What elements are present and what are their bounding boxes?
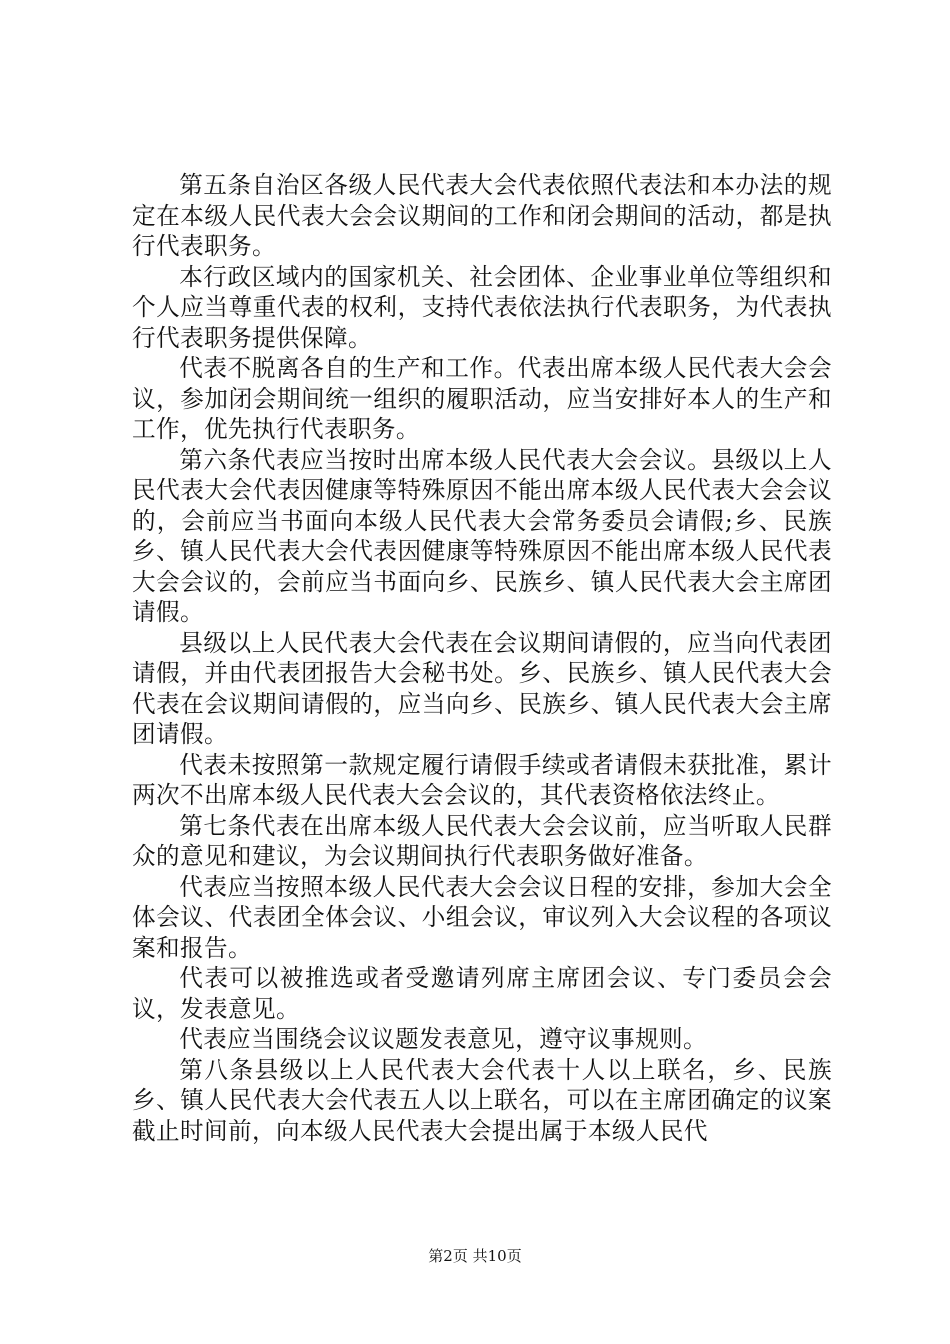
paragraph-qualification-termination: 代表未按照第一款规定履行请假手续或者请假未获批准，累计两次不出席本级人民代表大会会议的，其代表资格依法终止。 [132, 750, 832, 809]
paragraph-session-schedule: 代表应当按照本级人民代表大会会议日程的安排，参加大会全体会议、代表团全体会议、小组会议，审议列入大会议程的各项议案和报告。 [132, 872, 832, 962]
paragraph-article-5: 第五条自治区各级人民代表大会代表依照代表法和本办法的规定在本级人民代表大会会议期间的工作和闭会期间的活动，都是执行代表职务。 [132, 171, 832, 260]
paragraph-support-representatives: 本行政区域内的国家机关、社会团体、企业事业单位等组织和个人应当尊重代表的权利，支持代表依法执行代表职务，为代表执行代表职务提供保障。 [132, 262, 832, 352]
paragraph-production-work: 代表不脱离各自的生产和工作。代表出席本级人民代表大会会议，参加闭会期间统一组织的履职活动，应当安排好本人的生产和工作，优先执行代表职务。 [132, 354, 832, 443]
paragraph-article-8: 第八条县级以上人民代表大会代表十人以上联名，乡、民族乡、镇人民代表大会代表五人以上联名，可以在主席团确定的议案截止时间前，向本级人民代表大会提出属于本级人民代 [132, 1055, 832, 1145]
paragraph-rules-of-procedure: 代表应当围绕会议议题发表意见，遵守议事规则。 [179, 1025, 708, 1053]
paragraph-article-7: 第七条代表在出席本级人民代表大会会议前，应当听取人民群众的意见和建议，为会议期间执行代表职务做好准备。 [132, 811, 832, 870]
paragraph-article-6: 第六条代表应当按时出席本级人民代表大会会议。县级以上人民代表大会代表因健康等特殊原因不能出席本级人民代表大会会议的，会前应当书面向本级人民代表大会常务委员会请假;乡、民族乡、镇人民代表大会代表因健康等特殊原因不能出席本级人民代表大会会议的，会前应当书面向乡、民族乡、镇人民代表大会主席团请假。 [132, 445, 832, 626]
page-number-footer: 第2页 共10页 [428, 1247, 522, 1265]
paragraph-attend-meetings: 代表可以被推选或者受邀请列席主席团会议、专门委员会会议，发表意见。 [132, 964, 832, 1023]
paragraph-leave-during-session: 县级以上人民代表大会代表在会议期间请假的，应当向代表团请假，并由代表团报告大会秘书处。乡、民族乡、镇人民代表大会代表在会议期间请假的，应当向乡、民族乡、镇人民代表大会主席团请假。 [132, 628, 832, 748]
document-body [132, 170, 832, 1146]
